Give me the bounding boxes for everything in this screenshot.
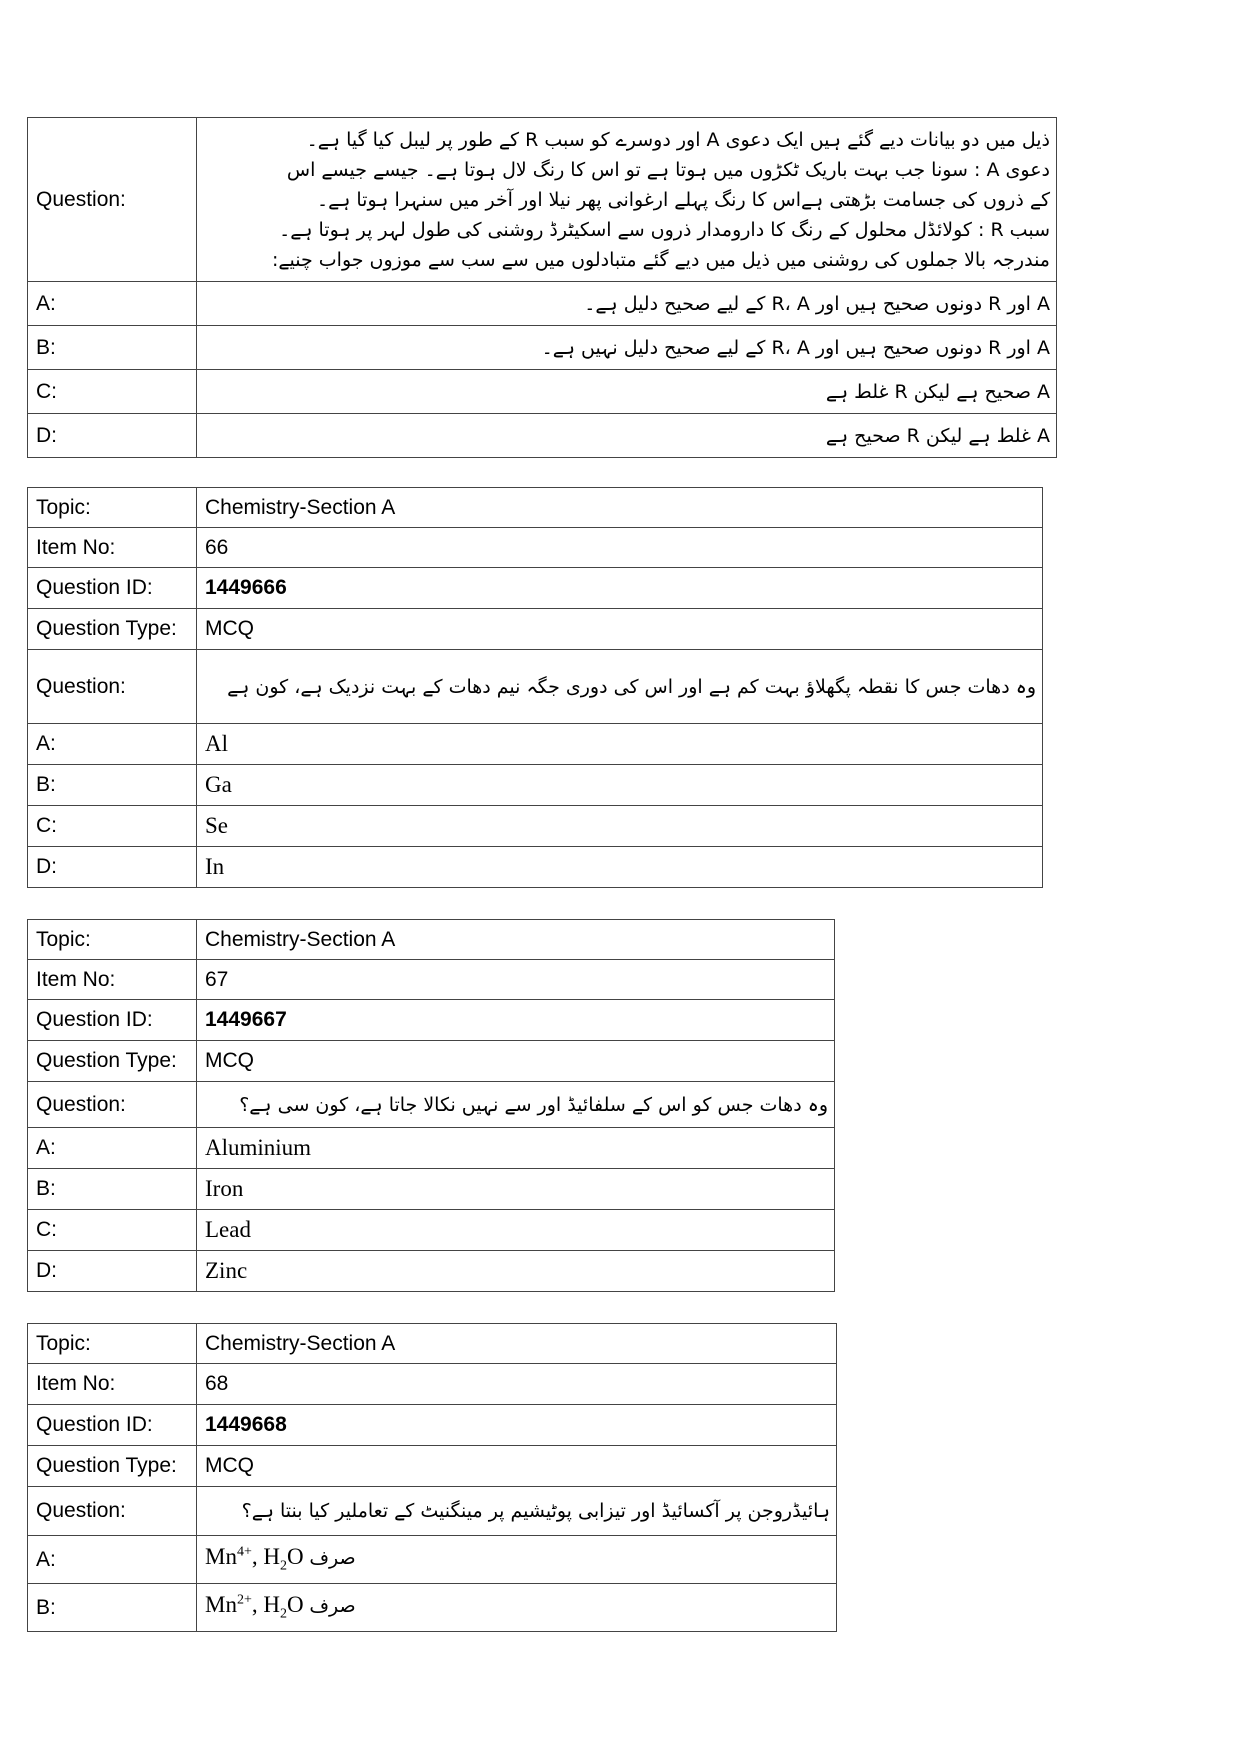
option-a-text: Aluminium (197, 1128, 835, 1169)
question-label: Question: (28, 1487, 197, 1536)
option-c-label: C: (28, 1210, 197, 1251)
question-text: وہ دھات جس کو اس کے سلفائیڈ اور سے نہیں نکالا جاتا ہے، کون سی ہے؟ (197, 1082, 835, 1128)
formula-subscript: 2 (279, 1558, 287, 1574)
option-c-text: A صحیح ہے لیکن R غلط ہے (197, 370, 1057, 414)
question-type-value: MCQ (197, 1446, 837, 1487)
option-a-text: Al (197, 724, 1043, 765)
question-line: دعوی A : سونا جب بہت باریک ٹکڑوں میں ہوتا ہے تو اس کا رنگ لال ہوتا ہے۔ جیسے جیسے اس (286, 158, 1050, 181)
question-67-table (27, 919, 835, 1292)
question-id-label: Question ID: (28, 568, 197, 609)
formula-ion: Mn (205, 1592, 237, 1618)
formula-subscript: 2 (279, 1606, 287, 1622)
option-b-text: Ga (197, 765, 1043, 806)
option-b-label: B: (28, 326, 197, 370)
question-line: مندرجہ بالا جملوں کی روشنی میں ذیل میں دیے گئے متبادلوں میں سے سب سے موزوں جواب چنیے: (272, 248, 1050, 271)
topic-label: Topic: (28, 920, 197, 960)
option-d-text: In (197, 847, 1043, 888)
question-type-value: MCQ (197, 1041, 835, 1082)
option-d-text: A غلط ہے لیکن R صحیح ہے (197, 414, 1057, 458)
topic-value: Chemistry-Section A (197, 1324, 837, 1364)
question-type-label: Question Type: (28, 609, 197, 650)
question-label: Question: (28, 650, 197, 724)
option-d-label: D: (28, 1251, 197, 1292)
question-type-label: Question Type: (28, 1446, 197, 1487)
option-a-label: A: (28, 1128, 197, 1169)
formula-prefix: صرف (309, 1547, 356, 1570)
option-a-text: $Mn^{4+}$, $H_2O$ صرف (197, 1536, 837, 1584)
formula-charge: 2+ (236, 1592, 252, 1608)
question-id-value: 1449667 (197, 1000, 835, 1041)
question-66-table (27, 487, 1043, 888)
question-label: Question: (28, 118, 197, 282)
question-id-value: 1449668 (197, 1405, 837, 1446)
option-b-text: $Mn^{2+}$, $H_2O$ صرف (197, 1584, 837, 1632)
question-line: سبب R : کولائڈل محلول کے رنگ کا دارومدار ذروں سے اسکیٹرڈ روشنی کی طول لہر پر ہوتا ہے۔ (279, 218, 1050, 241)
question-id-value: 1449666 (197, 568, 1043, 609)
option-d-label: D: (28, 414, 197, 458)
question-text (197, 118, 1057, 282)
question-68-table (27, 1323, 837, 1632)
formula-o: O (286, 1592, 304, 1618)
item-no-label: Item No: (28, 1364, 197, 1405)
question-type-label: Question Type: (28, 1041, 197, 1082)
item-no-value: 67 (197, 960, 835, 1000)
option-a-label: A: (28, 1536, 197, 1584)
formula-h: H (263, 1592, 280, 1618)
option-a-label: A: (28, 724, 197, 765)
option-a-label: A: (28, 282, 197, 326)
option-b-text: Iron (197, 1169, 835, 1210)
formula-ion: Mn (205, 1544, 237, 1570)
question-label: Question: (28, 1082, 197, 1128)
formula-prefix: صرف (309, 1595, 356, 1618)
formula-charge: 4+ (236, 1544, 252, 1560)
item-no-label: Item No: (28, 960, 197, 1000)
option-d-label: D: (28, 847, 197, 888)
question-65-table (27, 117, 1057, 458)
option-c-text: Se (197, 806, 1043, 847)
option-b-label: B: (28, 1584, 197, 1632)
question-line: ذیل میں دو بیانات دیے گئے ہیں ایک دعوی A اور دوسرے کو سبب R کے طور پر لیبل کیا گیا ہے۔ (306, 128, 1050, 151)
option-b-label: B: (28, 765, 197, 806)
option-a-text: A اور R دونوں صحیح ہیں اور R، A کے لیے صحیح دلیل ہے۔ (197, 282, 1057, 326)
topic-label: Topic: (28, 488, 197, 528)
item-no-value: 68 (197, 1364, 837, 1405)
question-line: کے ذروں کی جسامت بڑھتی ہےاس کا رنگ پہلے ارغوانی پھر نیلا اور آخر میں سنہرا ہوتا ہے۔ (316, 188, 1050, 211)
question-id-label: Question ID: (28, 1000, 197, 1041)
option-c-label: C: (28, 806, 197, 847)
item-no-value: 66 (197, 528, 1043, 568)
topic-value: Chemistry-Section A (197, 488, 1043, 528)
topic-value: Chemistry-Section A (197, 920, 835, 960)
question-text: ہائیڈروجن پر آکسائیڈ اور تیزابی پوٹیشیم پر مینگنیٹ کے تعاملیر کیا بنتا ہے؟ (197, 1487, 837, 1536)
option-b-label: B: (28, 1169, 197, 1210)
question-id-label: Question ID: (28, 1405, 197, 1446)
question-text: وہ دھات جس کا نقطہ پگھلاؤ بہت کم ہے اور اس کی دوری جگہ نیم دھات کے بہت نزدیک ہے، کون ہے (197, 650, 1043, 724)
formula-o: O (286, 1544, 304, 1570)
option-c-text: Lead (197, 1210, 835, 1251)
topic-label: Topic: (28, 1324, 197, 1364)
option-b-text: A اور R دونوں صحیح ہیں اور R، A کے لیے صحیح دلیل نہیں ہے۔ (197, 326, 1057, 370)
item-no-label: Item No: (28, 528, 197, 568)
formula-h: H (263, 1544, 280, 1570)
option-c-label: C: (28, 370, 197, 414)
option-d-text: Zinc (197, 1251, 835, 1292)
question-type-value: MCQ (197, 609, 1043, 650)
